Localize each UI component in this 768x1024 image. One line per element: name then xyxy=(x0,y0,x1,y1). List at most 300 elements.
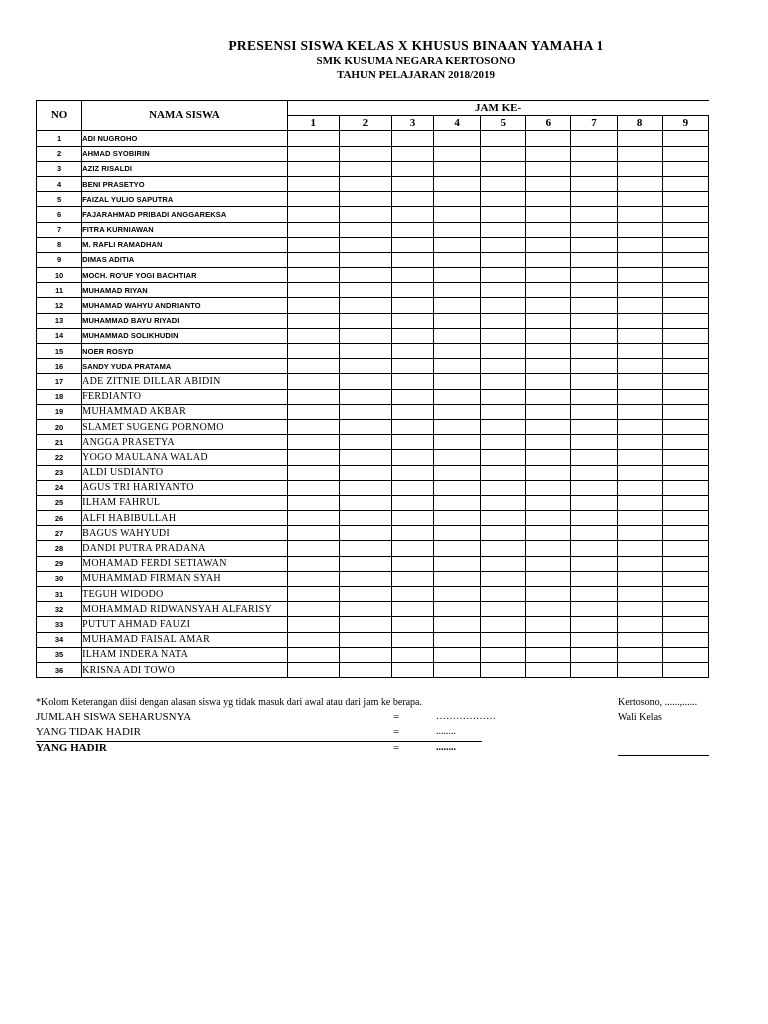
attendance-cell xyxy=(617,511,662,526)
student-name: AZIZ RISALDI xyxy=(82,161,288,176)
attendance-cell xyxy=(339,298,391,313)
jam-column-header: 3 xyxy=(391,116,433,131)
attendance-cell xyxy=(571,359,617,374)
attendance-cell xyxy=(287,511,339,526)
attendance-cell xyxy=(617,131,662,146)
attendance-cell xyxy=(571,374,617,389)
attendance-cell xyxy=(617,541,662,556)
attendance-cell xyxy=(339,161,391,176)
student-number: 14 xyxy=(37,328,82,343)
attendance-cell xyxy=(287,328,339,343)
attendance-cell xyxy=(391,587,433,602)
attendance-cell xyxy=(391,359,433,374)
student-number: 1 xyxy=(37,131,82,146)
table-row xyxy=(37,571,709,586)
table-row xyxy=(37,435,709,450)
student-name: AHMAD SYOBIRIN xyxy=(82,146,288,161)
attendance-cell xyxy=(339,511,391,526)
student-number: 17 xyxy=(37,374,82,389)
jam-column-header: 5 xyxy=(481,116,526,131)
attendance-cell xyxy=(526,662,571,677)
student-name: SANDY YUDA PRATAMA xyxy=(82,359,288,374)
attendance-cell xyxy=(434,313,481,328)
student-name: DANDI PUTRA PRADANA xyxy=(82,541,288,556)
attendance-cell xyxy=(662,632,708,647)
attendance-cell xyxy=(287,283,339,298)
student-number: 12 xyxy=(37,298,82,313)
attendance-cell xyxy=(526,587,571,602)
attendance-cell xyxy=(526,571,571,586)
table-row xyxy=(37,541,709,556)
attendance-cell xyxy=(287,268,339,283)
attendance-cell xyxy=(434,344,481,359)
attendance-cell xyxy=(287,556,339,571)
jumlah-label: JUMLAH SISWA SEHARUSNYA xyxy=(36,711,192,723)
header-nama-siswa: NAMA SISWA xyxy=(82,101,288,131)
attendance-cell xyxy=(287,602,339,617)
table-row xyxy=(37,526,709,541)
attendance-cell xyxy=(434,556,481,571)
attendance-cell xyxy=(662,556,708,571)
attendance-cell xyxy=(287,632,339,647)
attendance-cell xyxy=(617,192,662,207)
attendance-cell xyxy=(391,404,433,419)
student-name: NOER ROSYD xyxy=(82,344,288,359)
attendance-cell xyxy=(481,435,526,450)
attendance-cell xyxy=(617,419,662,434)
attendance-cell xyxy=(287,298,339,313)
attendance-cell xyxy=(662,298,708,313)
student-name: ANGGA PRASETYA xyxy=(82,435,288,450)
attendance-cell xyxy=(571,344,617,359)
attendance-cell xyxy=(287,419,339,434)
attendance-cell xyxy=(617,313,662,328)
student-number: 19 xyxy=(37,404,82,419)
header-jam-ke: JAM KE- xyxy=(287,101,708,116)
attendance-cell xyxy=(571,435,617,450)
attendance-cell xyxy=(434,647,481,662)
student-number: 20 xyxy=(37,419,82,434)
attendance-cell xyxy=(339,571,391,586)
attendance-cell xyxy=(481,587,526,602)
attendance-cell xyxy=(434,495,481,510)
attendance-cell xyxy=(481,617,526,632)
attendance-cell xyxy=(339,146,391,161)
attendance-cell xyxy=(391,268,433,283)
attendance-cell xyxy=(339,268,391,283)
attendance-cell xyxy=(481,556,526,571)
attendance-cell xyxy=(571,268,617,283)
table-row xyxy=(37,359,709,374)
student-number: 35 xyxy=(37,647,82,662)
attendance-cell xyxy=(662,541,708,556)
attendance-cell xyxy=(662,389,708,404)
jam-column-header: 4 xyxy=(434,116,481,131)
student-name: PUTUT AHMAD FAUZI xyxy=(82,617,288,632)
student-name: FITRA KURNIAWAN xyxy=(82,222,288,237)
place-date: Kertosono, ......,...... xyxy=(618,697,698,708)
attendance-cell xyxy=(339,176,391,191)
attendance-cell xyxy=(662,419,708,434)
table-row xyxy=(37,207,709,222)
attendance-cell xyxy=(571,480,617,495)
attendance-cell xyxy=(287,237,339,252)
attendance-cell xyxy=(391,526,433,541)
attendance-cell xyxy=(339,192,391,207)
attendance-cell xyxy=(434,237,481,252)
attendance-cell xyxy=(391,313,433,328)
hadir-equals: = xyxy=(393,742,400,754)
table-row xyxy=(37,298,709,313)
attendance-cell xyxy=(391,419,433,434)
attendance-cell xyxy=(617,556,662,571)
table-row xyxy=(37,480,709,495)
student-name: SLAMET SUGENG PORNOMO xyxy=(82,419,288,434)
attendance-cell xyxy=(617,495,662,510)
attendance-cell xyxy=(339,495,391,510)
attendance-cell xyxy=(339,419,391,434)
attendance-cell xyxy=(339,222,391,237)
attendance-cell xyxy=(526,131,571,146)
attendance-cell xyxy=(571,662,617,677)
attendance-cell xyxy=(339,480,391,495)
attendance-cell xyxy=(662,602,708,617)
attendance-cell xyxy=(391,161,433,176)
attendance-cell xyxy=(617,283,662,298)
table-row xyxy=(37,404,709,419)
student-name: FAJARAHMAD PRIBADI ANGGAREKSA xyxy=(82,207,288,222)
attendance-cell xyxy=(662,192,708,207)
attendance-cell xyxy=(339,602,391,617)
student-number: 26 xyxy=(37,511,82,526)
attendance-cell xyxy=(526,450,571,465)
attendance-cell xyxy=(571,283,617,298)
attendance-cell xyxy=(571,571,617,586)
attendance-cell xyxy=(481,192,526,207)
student-number: 24 xyxy=(37,480,82,495)
attendance-cell xyxy=(391,283,433,298)
attendance-cell xyxy=(662,450,708,465)
document-title: PRESENSI SISWA KELAS X KHUSUS BINAAN YAMAHA 1 xyxy=(228,38,604,53)
attendance-cell xyxy=(617,404,662,419)
attendance-cell xyxy=(662,207,708,222)
attendance-cell xyxy=(339,131,391,146)
hadir-label: YANG HADIR xyxy=(36,742,107,754)
attendance-cell xyxy=(434,587,481,602)
student-number: 9 xyxy=(37,252,82,267)
attendance-cell xyxy=(617,161,662,176)
attendance-cell xyxy=(481,647,526,662)
attendance-cell xyxy=(617,176,662,191)
student-name: AGUS TRI HARIYANTO xyxy=(82,480,288,495)
attendance-cell xyxy=(617,480,662,495)
attendance-cell xyxy=(526,313,571,328)
student-name: MUHAMAD RIYAN xyxy=(82,283,288,298)
attendance-cell xyxy=(662,268,708,283)
attendance-cell xyxy=(662,222,708,237)
table-row xyxy=(37,283,709,298)
attendance-cell xyxy=(481,207,526,222)
attendance-cell xyxy=(481,602,526,617)
wali-kelas-label: Wali Kelas xyxy=(618,712,662,723)
attendance-cell xyxy=(526,237,571,252)
student-name: ALDI USDIANTO xyxy=(82,465,288,480)
table-row xyxy=(37,662,709,677)
attendance-cell xyxy=(391,374,433,389)
attendance-cell xyxy=(617,647,662,662)
attendance-cell xyxy=(617,207,662,222)
attendance-cell xyxy=(662,587,708,602)
attendance-cell xyxy=(434,511,481,526)
attendance-cell xyxy=(481,374,526,389)
tidak-hadir-equals: = xyxy=(393,726,400,738)
attendance-cell xyxy=(617,237,662,252)
student-rows xyxy=(37,131,709,678)
attendance-cell xyxy=(571,176,617,191)
table-row xyxy=(37,131,709,146)
attendance-cell xyxy=(391,389,433,404)
attendance-cell xyxy=(662,571,708,586)
table-row xyxy=(37,237,709,252)
attendance-cell xyxy=(434,435,481,450)
attendance-cell xyxy=(481,465,526,480)
attendance-table xyxy=(36,100,709,678)
attendance-cell xyxy=(391,450,433,465)
attendance-cell xyxy=(391,146,433,161)
attendance-cell xyxy=(662,435,708,450)
attendance-cell xyxy=(287,207,339,222)
attendance-cell xyxy=(662,237,708,252)
attendance-cell xyxy=(391,662,433,677)
table-row xyxy=(37,556,709,571)
attendance-cell xyxy=(662,313,708,328)
attendance-cell xyxy=(617,252,662,267)
attendance-cell xyxy=(339,283,391,298)
student-name: TEGUH WIDODO xyxy=(82,587,288,602)
attendance-cell xyxy=(339,252,391,267)
attendance-cell xyxy=(391,237,433,252)
student-name: ADI NUGROHO xyxy=(82,131,288,146)
jumlah-equals: = xyxy=(393,711,400,723)
attendance-cell xyxy=(571,647,617,662)
attendance-cell xyxy=(526,359,571,374)
attendance-cell xyxy=(526,328,571,343)
attendance-cell xyxy=(434,176,481,191)
student-number: 6 xyxy=(37,207,82,222)
attendance-cell xyxy=(434,161,481,176)
tidak-hadir-label: YANG TIDAK HADIR xyxy=(36,726,141,738)
attendance-cell xyxy=(617,374,662,389)
attendance-cell xyxy=(662,176,708,191)
attendance-cell xyxy=(287,389,339,404)
attendance-cell xyxy=(339,617,391,632)
attendance-cell xyxy=(662,283,708,298)
attendance-cell xyxy=(571,252,617,267)
attendance-cell xyxy=(287,146,339,161)
attendance-cell xyxy=(391,495,433,510)
attendance-cell xyxy=(434,283,481,298)
attendance-cell xyxy=(571,450,617,465)
attendance-cell xyxy=(662,511,708,526)
attendance-cell xyxy=(571,465,617,480)
jam-column-header: 1 xyxy=(287,116,339,131)
student-name: FERDIANTO xyxy=(82,389,288,404)
attendance-cell xyxy=(434,632,481,647)
attendance-cell xyxy=(662,344,708,359)
attendance-cell xyxy=(339,465,391,480)
attendance-cell xyxy=(287,526,339,541)
attendance-cell xyxy=(287,450,339,465)
attendance-cell xyxy=(434,222,481,237)
attendance-cell xyxy=(434,602,481,617)
table-row xyxy=(37,328,709,343)
attendance-cell xyxy=(481,541,526,556)
attendance-cell xyxy=(571,207,617,222)
signature-line xyxy=(618,755,709,756)
attendance-cell xyxy=(571,511,617,526)
student-number: 8 xyxy=(37,237,82,252)
attendance-cell xyxy=(662,495,708,510)
attendance-cell xyxy=(391,176,433,191)
attendance-cell xyxy=(391,435,433,450)
attendance-cell xyxy=(571,389,617,404)
attendance-cell xyxy=(481,176,526,191)
attendance-cell xyxy=(571,161,617,176)
table-row xyxy=(37,176,709,191)
attendance-cell xyxy=(662,328,708,343)
attendance-cell xyxy=(481,283,526,298)
table-row xyxy=(37,450,709,465)
attendance-cell xyxy=(526,268,571,283)
attendance-cell xyxy=(571,526,617,541)
student-number: 29 xyxy=(37,556,82,571)
attendance-cell xyxy=(526,526,571,541)
table-row xyxy=(37,465,709,480)
student-name: MOHAMMAD RIDWANSYAH ALFARISY xyxy=(82,602,288,617)
attendance-cell xyxy=(287,344,339,359)
student-number: 32 xyxy=(37,602,82,617)
attendance-cell xyxy=(526,389,571,404)
attendance-cell xyxy=(617,526,662,541)
attendance-cell xyxy=(481,146,526,161)
student-number: 18 xyxy=(37,389,82,404)
attendance-cell xyxy=(339,328,391,343)
attendance-cell xyxy=(571,541,617,556)
student-number: 36 xyxy=(37,662,82,677)
attendance-cell xyxy=(526,617,571,632)
student-number: 13 xyxy=(37,313,82,328)
attendance-cell xyxy=(571,419,617,434)
attendance-cell xyxy=(287,541,339,556)
jam-column-header: 6 xyxy=(526,116,571,131)
attendance-cell xyxy=(662,662,708,677)
attendance-cell xyxy=(287,647,339,662)
table-row xyxy=(37,192,709,207)
attendance-cell xyxy=(617,602,662,617)
attendance-cell xyxy=(617,465,662,480)
attendance-cell xyxy=(526,283,571,298)
attendance-cell xyxy=(287,359,339,374)
attendance-cell xyxy=(526,146,571,161)
attendance-cell xyxy=(287,252,339,267)
attendance-cell xyxy=(617,435,662,450)
student-name: MOHAMAD FERDI SETIAWAN xyxy=(82,556,288,571)
student-name: KRISNA ADI TOWO xyxy=(82,662,288,677)
attendance-cell xyxy=(481,495,526,510)
academic-year: TAHUN PELAJARAN 2018/2019 xyxy=(336,69,496,81)
attendance-cell xyxy=(339,587,391,602)
attendance-cell xyxy=(287,495,339,510)
attendance-cell xyxy=(339,662,391,677)
attendance-cell xyxy=(526,374,571,389)
attendance-cell xyxy=(287,480,339,495)
attendance-cell xyxy=(391,571,433,586)
attendance-cell xyxy=(617,359,662,374)
attendance-cell xyxy=(526,207,571,222)
attendance-cell xyxy=(662,131,708,146)
student-name: MUHAMMAD FIRMAN SYAH xyxy=(82,571,288,586)
attendance-cell xyxy=(571,495,617,510)
attendance-cell xyxy=(571,328,617,343)
student-number: 3 xyxy=(37,161,82,176)
attendance-cell xyxy=(571,313,617,328)
attendance-cell xyxy=(481,344,526,359)
attendance-cell xyxy=(391,647,433,662)
attendance-cell xyxy=(434,328,481,343)
attendance-cell xyxy=(339,207,391,222)
table-row xyxy=(37,161,709,176)
attendance-cell xyxy=(434,662,481,677)
attendance-cell xyxy=(617,571,662,586)
attendance-cell xyxy=(434,131,481,146)
student-name: ILHAM INDERA NATA xyxy=(82,647,288,662)
attendance-cell xyxy=(571,222,617,237)
student-number: 23 xyxy=(37,465,82,480)
attendance-cell xyxy=(287,176,339,191)
attendance-cell xyxy=(287,131,339,146)
student-number: 16 xyxy=(37,359,82,374)
jam-column-header: 2 xyxy=(339,116,391,131)
student-number: 11 xyxy=(37,283,82,298)
attendance-cell xyxy=(434,404,481,419)
attendance-cell xyxy=(339,526,391,541)
attendance-cell xyxy=(571,146,617,161)
attendance-cell xyxy=(526,647,571,662)
attendance-cell xyxy=(339,541,391,556)
attendance-cell xyxy=(662,359,708,374)
student-name: ADE ZITNIE DILLAR ABIDIN xyxy=(82,374,288,389)
student-name: FAIZAL YULIO SAPUTRA xyxy=(82,192,288,207)
attendance-cell xyxy=(526,192,571,207)
student-number: 22 xyxy=(37,450,82,465)
attendance-cell xyxy=(617,662,662,677)
attendance-cell xyxy=(287,313,339,328)
student-name: MUHAMAD FAISAL AMAR xyxy=(82,632,288,647)
student-number: 10 xyxy=(37,268,82,283)
student-name: ILHAM FAHRUL xyxy=(82,495,288,510)
attendance-cell xyxy=(617,587,662,602)
attendance-cell xyxy=(287,571,339,586)
attendance-cell xyxy=(391,632,433,647)
table-row xyxy=(37,146,709,161)
student-name: DIMAS ADITIA xyxy=(82,252,288,267)
attendance-cell xyxy=(481,222,526,237)
attendance-cell xyxy=(526,632,571,647)
attendance-cell xyxy=(617,389,662,404)
attendance-cell xyxy=(391,252,433,267)
table-row xyxy=(37,268,709,283)
attendance-cell xyxy=(339,359,391,374)
